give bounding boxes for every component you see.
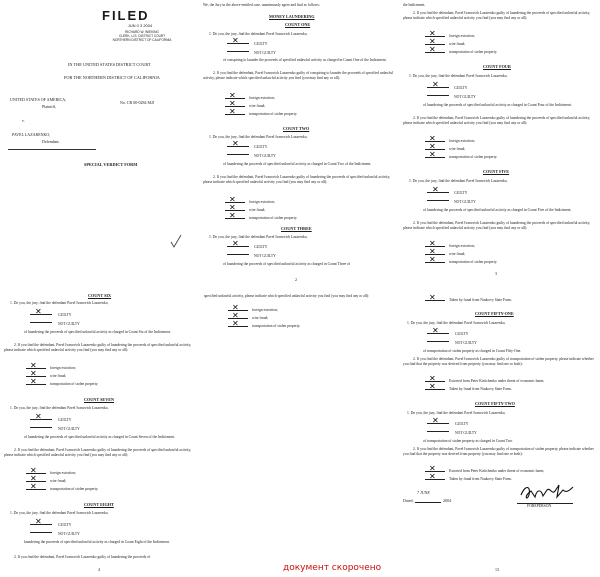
option-wire-fraud: wire fraud;: [252, 316, 269, 320]
clerk-title: CLERK, U.S. DISTRICT COURT: [118, 34, 166, 38]
heading-count-seven: COUNT SEVEN: [84, 397, 115, 402]
court-line-1: IN THE UNITED STATES DISTRICT COURT: [68, 62, 151, 67]
heading-count-five: COUNT FIVE: [483, 169, 510, 174]
x-mark: ✕: [35, 412, 42, 421]
page-3: [399, 2, 598, 286]
count-51-question: 1. Do you, the jury, find the defendant Pavel Ivanovich Lazarenko,: [407, 321, 506, 325]
x-mark: ✕: [229, 195, 236, 204]
count-three-text: of laundering the proceeds of specified unlawful activity as charged in Count Three of: [223, 262, 351, 266]
x-mark: ✕: [30, 377, 37, 386]
count-52-question: 1. Do you, the jury, find the defendant Pavel Ivanovich Lazarenko,: [407, 411, 506, 415]
option-transport: transportation of stolen property.: [252, 324, 301, 328]
heading-count-three: COUNT THREE: [281, 226, 312, 231]
option-wire-fraud: wire fraud;: [449, 147, 466, 151]
count-five-text: of laundering the proceeds of specified unlawful activity as charged in Count Five of the Indictment.: [423, 208, 572, 212]
clerk-name: RICHARD W. WIEKING: [125, 30, 159, 34]
x-mark: ✕: [232, 239, 239, 248]
count-52-q2: 2. If you find the defendant, Pavel Ivanovich Lazarenko guilty of transportation of stolen property, please indicate whether you find that the property was derived from property (you may find one or both):: [403, 447, 594, 456]
count-eight-q2: 2. If you find the defendant, Pavel Ivanovich Lazarenko guilty of laundering the proceeds of: [14, 555, 151, 559]
option-transport: transportation of stolen property.: [249, 216, 298, 220]
option-extortion: foreign extortion;: [249, 200, 275, 204]
x-mark: ✕: [429, 255, 436, 264]
page-number: 4: [98, 567, 100, 572]
filed-date: JUN 0 3 2004: [127, 23, 153, 28]
count-two-q2: 2. If you find the defendant, Pavel Ivanovich Lazarenko guilty of laundering the proceeds of specified unlawful activity, please indicate which specified unlawful activity you find (you may find any or all):: [203, 175, 391, 184]
count-51-q2: 2. If you find the defendant, Pavel Ivanovich Lazarenko guilty of transportation of stolen property, please indicate whether you find that the property was derived from property (you may find one or both):: [403, 357, 594, 366]
x-mark: ✕: [432, 416, 439, 425]
x-mark: ✕: [30, 482, 37, 491]
x-mark: ✕: [429, 472, 436, 481]
x-mark: ✕: [432, 185, 439, 194]
page-number: 2: [295, 277, 297, 282]
option-wire-fraud: wire fraud;: [449, 42, 466, 46]
option-wire-fraud: wire fraud;: [50, 374, 67, 378]
intro-text: We, the Jury in the above-entitled case, unanimously agree and find as follows:: [203, 3, 320, 7]
versus: v.: [22, 118, 25, 123]
x-mark: ✕: [30, 369, 37, 378]
guilty-label: GUILTY: [254, 245, 268, 249]
x-mark: ✕: [232, 311, 239, 320]
dated-label: Dated:: [403, 498, 414, 503]
option-transport: transportation of stolen property.: [50, 382, 99, 386]
option-transport: transportation of stolen property.: [449, 260, 498, 264]
count-seven-text: of laundering the proceeds of specified unlawful activity as charged in Count Seven of the Indictment.: [24, 435, 175, 439]
defendant-role: Defendant.: [42, 139, 60, 144]
page-5: [200, 289, 398, 329]
x-mark: ✕: [232, 36, 239, 45]
option-extortion: foreign extortion;: [249, 96, 275, 100]
count-51-text: of transportation of stolen property as charged in Count Fifty-One.: [423, 349, 522, 353]
not-guilty-label: NOT GUILTY: [254, 51, 276, 55]
option-taken: Taken by fraud from Naukovy State Farm.: [449, 387, 512, 391]
page-number: 13: [495, 567, 499, 572]
x-mark: ✕: [432, 80, 439, 89]
not-guilty-label: NOT GUILTY: [58, 532, 80, 536]
count-four-q2: 2. If you find the defendant, Pavel Ivanovich Lazarenko guilty of laundering the proceeds of specified unlawful activity, please indicate which specified unlawful activity you find (you may find any or all):: [403, 116, 591, 125]
x-mark: ✕: [229, 203, 236, 212]
count-five-question: 1. Do you, the jury, find the defendant Pavel Ivanovich Lazarenko,: [409, 179, 508, 183]
not-guilty-label: NOT GUILTY: [254, 254, 276, 258]
heading-count-two: COUNT TWO: [283, 126, 310, 131]
x-mark: ✕: [232, 319, 239, 328]
count-three-question: 1. Do you, the jury, find the defendant Pavel Ivanovich Lazarenko,: [209, 235, 308, 239]
count-two-question: 1. Do you, the jury, find the defendant Pavel Ivanovich Lazarenko,: [209, 135, 308, 139]
heading-money-laundering: MONEY LAUNDERING: [269, 14, 315, 19]
option-transport: transportation of stolen property.: [50, 487, 99, 491]
count-six-question: 1. Do you, the jury, find the defendant Pavel Ivanovich Lazarenko,: [10, 301, 109, 305]
not-guilty-label: NOT GUILTY: [254, 154, 276, 158]
x-mark: ✕: [429, 37, 436, 46]
x-mark: ✕: [35, 307, 42, 316]
guilty-label: GUILTY: [455, 332, 469, 336]
count-four-text: of laundering the proceeds of specified unlawful activity as charged in Count Four of the Indictment.: [423, 103, 572, 107]
page-13: [399, 289, 598, 575]
option-extortion: foreign extortion;: [252, 308, 278, 312]
option-taken: Taken by fraud from Naukovy State Farm.: [449, 477, 512, 481]
not-guilty-label: NOT GUILTY: [58, 322, 80, 326]
count-six-text: of laundering the proceeds of specified unlawful activity as charged in Count Six of the Indictment.: [24, 330, 171, 334]
guilty-label: GUILTY: [58, 313, 72, 317]
count-one-q2: 2. If you find the defendant, Pavel Ivanovich Lazarenko guilty of conspiring to launder the proceeds of specified unlawful activity, please indicate which specified unlawful activity you find (you may find any or all):: [203, 71, 394, 80]
heading-count-52: COUNT FIFTY-TWO: [475, 401, 515, 406]
count-eight-question: 1. Do you, the jury, find the defendant Pavel Ivanovich Lazarenko,: [10, 511, 109, 515]
count-five-q2: 2. If you find the defendant, Pavel Ivanovich Lazarenko guilty of laundering the proceeds of specified unlawful activity, please indicate which specified unlawful activity you find (you may find any or all):: [403, 221, 591, 230]
option-transport: transportation of stolen property.: [449, 155, 498, 159]
form-title: SPECIAL VERDICT FORM: [84, 162, 138, 167]
x-mark: ✕: [229, 211, 236, 220]
heading-count-six: COUNT SIX: [88, 293, 112, 298]
count-three-q2: 2. If you find the defendant, Pavel Ivanovich Lazarenko guilty of laundering the proceeds of specified unlawful activity, please indicate which specified unlawful activity you find (you may find any or all):: [403, 11, 591, 20]
x-mark: ✕: [30, 466, 37, 475]
count-one-question: 1. Do you, the jury, find the defendant Pavel Ivanovich Lazarenko,: [209, 32, 308, 36]
option-extortion: foreign extortion;: [449, 139, 475, 143]
x-mark: ✕: [429, 382, 436, 391]
option-wire-fraud: wire fraud;: [449, 252, 466, 256]
option-extortion: foreign extortion;: [449, 244, 475, 248]
count-eight-q2-cont: specified unlawful activity, please indicate which specified unlawful activity you find (you may find any or all):: [204, 294, 370, 298]
heading-count-one: COUNT ONE: [285, 22, 311, 27]
count-one-text: of conspiring to launder the proceeds of specified unlawful activity as charged in Count One of the Indictment.: [223, 58, 387, 62]
defendant-name: PAVEL LAZARENKO,: [12, 132, 51, 137]
page-2: [199, 2, 398, 286]
option-transport: transportation of stolen property.: [449, 50, 498, 54]
option-extortion: foreign extortion;: [50, 471, 76, 475]
x-mark: ✕: [429, 150, 436, 159]
not-guilty-label: NOT GUILTY: [454, 200, 476, 204]
count-seven-question: 1. Do you, the jury, find the defendant Pavel Ivanovich Lazarenko,: [10, 406, 109, 410]
option-transport: transportation of stolen property.: [249, 112, 298, 116]
x-mark: ✕: [429, 45, 436, 54]
clerk-district: NORTHERN DISTRICT OF CALIFORNIA: [112, 38, 172, 42]
x-mark: ✕: [429, 247, 436, 256]
x-mark: ✕: [229, 107, 236, 116]
case-number: No. CR 00-0284 MJJ: [120, 100, 155, 105]
plaintiff-name: UNITED STATES OF AMERICA,: [10, 97, 67, 102]
count-eight-text: laundering the proceeds of specified unlawful activity as charged in Count Eight of the Indictment.: [24, 540, 170, 544]
x-mark: ✕: [429, 374, 436, 383]
guilty-label: GUILTY: [455, 422, 469, 426]
not-guilty-label: NOT GUILTY: [58, 427, 80, 431]
x-mark: ✕: [229, 91, 236, 100]
filed-stamp: FILED: [102, 8, 150, 23]
x-mark: ✕: [229, 99, 236, 108]
guilty-label: GUILTY: [58, 523, 72, 527]
guilty-label: GUILTY: [58, 418, 72, 422]
guilty-label: GUILTY: [254, 145, 268, 149]
option-wire-fraud: wire fraud;: [249, 208, 266, 212]
not-guilty-label: NOT GUILTY: [455, 431, 477, 435]
x-mark: ✕: [35, 517, 42, 526]
count-seven-q2: 2. If you find the defendant, Pavel Ivanovich Lazarenko guilty of laundering the proceeds of specified unlawful activity, please indicate which specified unlawful activity you find (you may find any or all):: [4, 448, 192, 457]
x-mark: ✕: [30, 474, 37, 483]
not-guilty-label: NOT GUILTY: [454, 95, 476, 99]
page-caption: [2, 2, 198, 285]
count-two-text: of laundering the proceeds of specified unlawful activity as charged in Count Two of the Indictment.: [223, 162, 372, 166]
check-mark: [170, 234, 182, 248]
x-mark: ✕: [429, 464, 436, 473]
heading-count-four: COUNT FOUR: [483, 64, 511, 69]
x-mark: ✕: [429, 239, 436, 248]
page-4: [2, 289, 198, 575]
plaintiff-role: Plaintiff,: [42, 104, 57, 109]
option-extortion: foreign extortion;: [449, 34, 475, 38]
x-mark: ✕: [232, 139, 239, 148]
option-extortion: foreign extortion;: [50, 366, 76, 370]
option-extorted: Extorted from Peter Kiritchenko under threat of economic harm;: [449, 379, 545, 383]
x-mark: ✕: [232, 303, 239, 312]
date-year: 2004: [443, 498, 451, 503]
heading-count-51: COUNT FIFTY-ONE: [475, 311, 514, 316]
indictment-top: the Indictment.: [403, 3, 426, 7]
court-line-2: FOR THE NORTHERN DISTRICT OF CALIFORNIA: [64, 75, 160, 80]
x-mark: ✕: [429, 293, 436, 302]
x-mark: ✕: [429, 142, 436, 151]
guilty-label: GUILTY: [254, 42, 268, 46]
count-52-text: of transportation of stolen property as charged in Count Two.: [423, 439, 514, 443]
guilty-label: GUILTY: [454, 191, 468, 195]
count-six-q2: 2. If you find the defendant, Pavel Ivanovich Lazarenko guilty of laundering the proceeds of specified unlawful activity, please indicate which specified unlawful activity you find (you may find any or all):: [4, 343, 192, 352]
x-mark: ✕: [432, 326, 439, 335]
x-mark: ✕: [429, 29, 436, 38]
heading-count-eight: COUNT EIGHT: [84, 502, 114, 507]
option-extorted: Extorted from Peter Kiritchenko under threat of economic harm;: [449, 469, 545, 473]
foreperson-signature: [517, 481, 577, 503]
taken-by-fraud: Taken by fraud from Naukovy State Farm.: [449, 298, 512, 302]
date-handwritten: 7 JUNE: [417, 490, 430, 495]
foreperson-label: FOREPERSON: [527, 504, 552, 508]
option-wire-fraud: wire fraud;: [50, 479, 67, 483]
guilty-label: GUILTY: [454, 86, 468, 90]
not-guilty-label: NOT GUILTY: [455, 341, 477, 345]
x-mark: ✕: [30, 361, 37, 370]
count-four-question: 1. Do you, the jury, find the defendant Pavel Ivanovich Lazarenko,: [409, 74, 508, 78]
page-number: 3: [495, 271, 497, 276]
abridged-note: документ скорочено: [283, 563, 382, 573]
x-mark: ✕: [429, 134, 436, 143]
option-wire-fraud: wire fraud;: [249, 104, 266, 108]
